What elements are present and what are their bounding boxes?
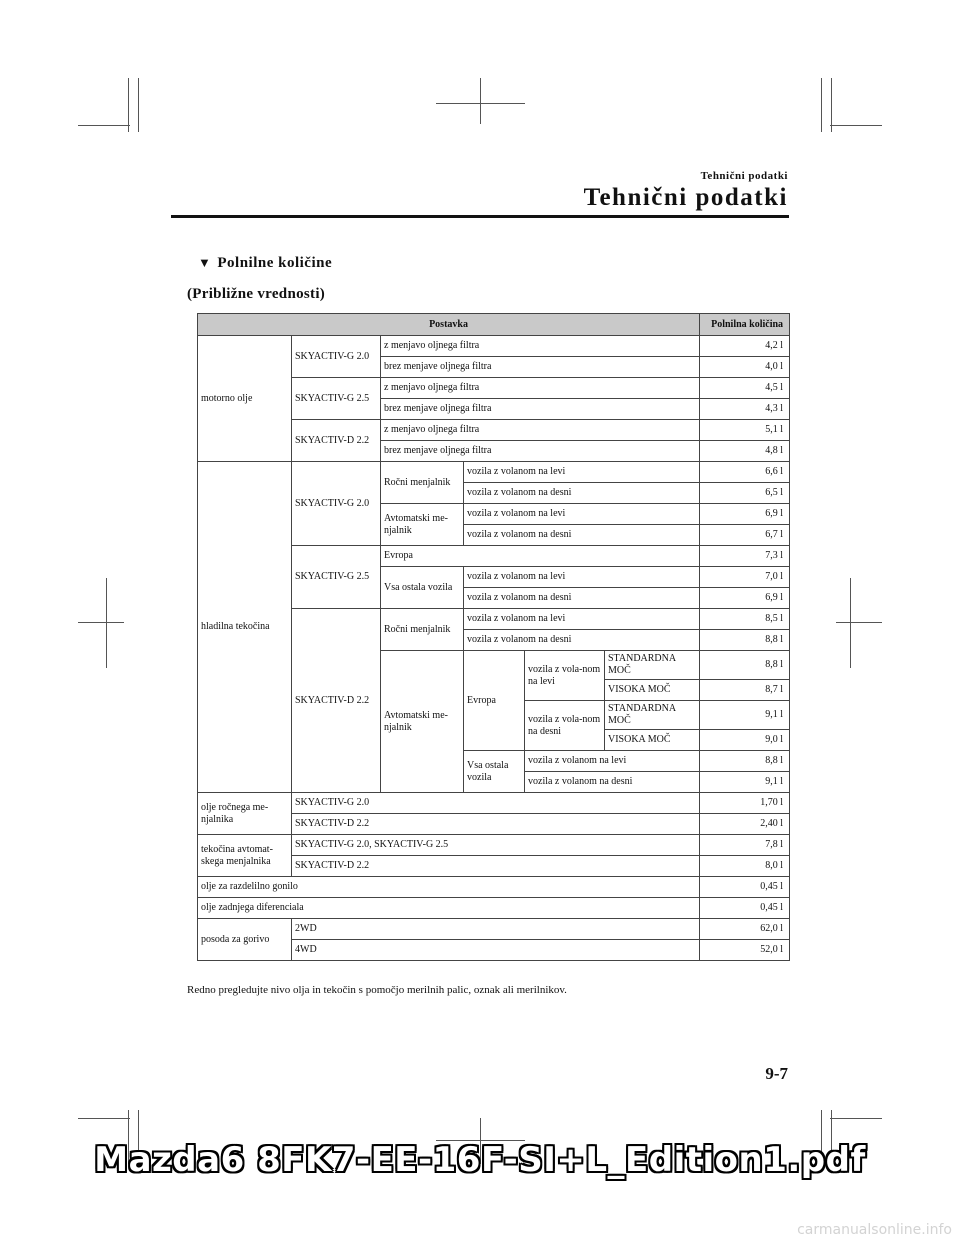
value: 0,45 l (700, 877, 790, 898)
value: 8,7 l (700, 680, 790, 701)
row-label: motorno olje (198, 336, 292, 462)
condition: vozila z vola-nom na levi (525, 651, 605, 701)
value: 9,1 l (700, 772, 790, 793)
page-number: 9-7 (765, 1064, 788, 1083)
power-label: STANDARDNA MOČ (605, 701, 700, 730)
value: 2,40 l (700, 814, 790, 835)
row-label: olje zadnjega diferenciala (198, 898, 700, 919)
value: 4,2 l (700, 336, 790, 357)
engine-label: SKYACTIV-D 2.2 (292, 420, 381, 462)
condition: vozila z volanom na levi (464, 504, 700, 525)
value: 8,8 l (700, 651, 790, 680)
value: 7,8 l (700, 835, 790, 856)
condition: vozila z volanom na desni (464, 630, 700, 651)
condition: z menjavo oljnega filtra (381, 336, 700, 357)
condition: brez menjave oljnega filtra (381, 441, 700, 462)
power-label: STANDARDNA MOČ (605, 651, 700, 680)
transmission-label: Ročni menjalnik (381, 462, 464, 504)
value: 1,70 l (700, 793, 790, 814)
value: 8,8 l (700, 630, 790, 651)
row-label: hladilna tekočina (198, 462, 292, 793)
value: 9,1 l (700, 701, 790, 730)
value: 7,0 l (700, 567, 790, 588)
table-row (198, 835, 790, 856)
condition: vozila z volanom na desni (464, 525, 700, 546)
engine-label: SKYACTIV-D 2.2 (292, 609, 381, 793)
condition: brez menjave oljnega filtra (381, 357, 700, 378)
transmission-label: Avtomatski me-njalnik (381, 504, 464, 546)
engine-label: SKYACTIV-D 2.2 (292, 814, 700, 835)
market-label: Evropa (464, 651, 525, 751)
market-label: Vsa ostala vozila (381, 567, 464, 609)
power-label: VISOKA MOČ (605, 730, 700, 751)
engine-label: SKYACTIV-G 2.0, SKYACTIV-G 2.5 (292, 835, 700, 856)
condition: brez menjave oljnega filtra (381, 399, 700, 420)
table-header-row (198, 314, 790, 336)
condition: z menjavo oljnega filtra (381, 378, 700, 399)
value: 5,1 l (700, 420, 790, 441)
value: 6,7 l (700, 525, 790, 546)
row-label: olje za razdelilno gonilo (198, 877, 700, 898)
table-row (198, 877, 790, 898)
market-label: Vsa ostala vozila (464, 751, 525, 793)
table-row (198, 898, 790, 919)
drive-label: 2WD (292, 919, 700, 940)
condition: vozila z volanom na levi (464, 609, 700, 630)
value: 52,0 l (700, 940, 790, 961)
site-watermark: carmanualsonline.info (797, 1222, 952, 1238)
value: 4,0 l (700, 357, 790, 378)
table-row (198, 793, 790, 814)
running-header-title: Tehnični podatki (583, 184, 788, 211)
engine-label: SKYACTIV-D 2.2 (292, 856, 700, 877)
condition: vozila z vola-nom na desni (525, 701, 605, 751)
drive-label: 4WD (292, 940, 700, 961)
capacities-table (197, 313, 790, 961)
row-label: tekočina avtomat-skega menjalnika (198, 835, 292, 877)
section-title-text: Polnilne količine (217, 255, 333, 271)
footnote: Redno pregledujte nivo olja in tekočin s pomočjo merilnih palic, oznak ali merilnikov. (187, 984, 567, 996)
value: 4,5 l (700, 378, 790, 399)
table-row (198, 462, 790, 483)
condition: vozila z volanom na levi (525, 751, 700, 772)
engine-label: SKYACTIV-G 2.5 (292, 378, 381, 420)
condition: vozila z volanom na levi (464, 462, 700, 483)
transmission-label: Ročni menjalnik (381, 609, 464, 651)
value: 9,0 l (700, 730, 790, 751)
condition: vozila z volanom na levi (464, 567, 700, 588)
value: 8,8 l (700, 751, 790, 772)
header-item: Postavka (198, 314, 700, 336)
transmission-label: Avtomatski me-njalnik (381, 651, 464, 793)
triangle-bullet-icon: ▼ (198, 255, 212, 270)
section-subtitle: (Približne vrednosti) (187, 286, 326, 302)
value: 6,5 l (700, 483, 790, 504)
table-row (198, 336, 790, 357)
row-label: posoda za gorivo (198, 919, 292, 961)
section-title (198, 255, 332, 272)
condition: z menjavo oljnega filtra (381, 420, 700, 441)
value: 7,3 l (700, 546, 790, 567)
pdf-filename-banner: Mazda6 8FK7-EE-16F-SI+L_Edition1.pdf (94, 1140, 866, 1180)
condition: vozila z volanom na desni (525, 772, 700, 793)
value: 4,3 l (700, 399, 790, 420)
condition: vozila z volanom na desni (464, 588, 700, 609)
value: 62,0 l (700, 919, 790, 940)
engine-label: SKYACTIV-G 2.5 (292, 546, 381, 609)
value: 6,9 l (700, 588, 790, 609)
engine-label: SKYACTIV-G 2.0 (292, 462, 381, 546)
row-label: olje ročnega me-njalnika (198, 793, 292, 835)
header-amount: Polnilna količina (700, 314, 790, 336)
engine-label: SKYACTIV-G 2.0 (292, 793, 700, 814)
engine-label: SKYACTIV-G 2.0 (292, 336, 381, 378)
value: 6,9 l (700, 504, 790, 525)
market-label: Evropa (381, 546, 700, 567)
condition: vozila z volanom na desni (464, 483, 700, 504)
value: 4,8 l (700, 441, 790, 462)
value: 8,5 l (700, 609, 790, 630)
value: 0,45 l (700, 898, 790, 919)
running-header-small: Tehnični podatki (700, 170, 788, 182)
table-row (198, 919, 790, 940)
header-rule (171, 215, 789, 218)
power-label: VISOKA MOČ (605, 680, 700, 701)
value: 6,6 l (700, 462, 790, 483)
value: 8,0 l (700, 856, 790, 877)
